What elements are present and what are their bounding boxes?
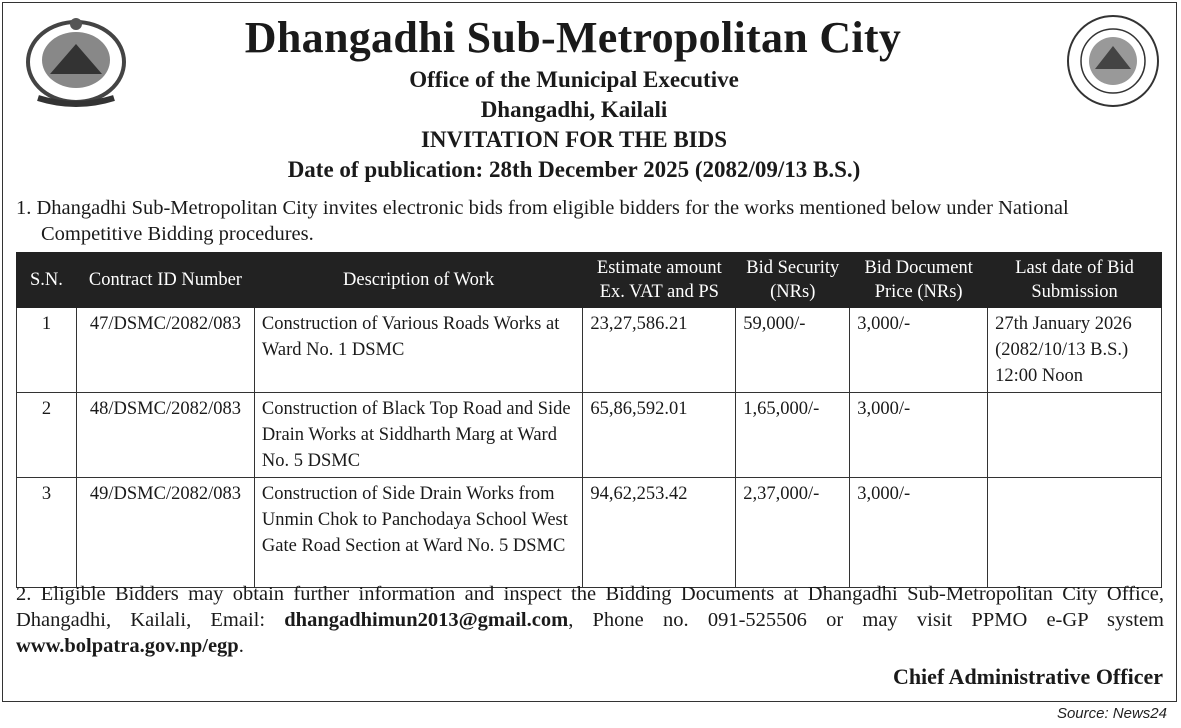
para-text: Dhangadhi Sub-Metropolitan City invites electronic bids from eligible bidders for the works mentioned below under National (36, 197, 1069, 219)
office-name: Office of the Municipal Executive (409, 67, 739, 92)
cell-price: 3,000/- (850, 393, 988, 478)
cell-contract-id: 48/DSMC/2082/083 (76, 393, 254, 478)
signature-title: Chief Administrative Officer (892, 664, 1163, 689)
cell-last-date (988, 478, 1162, 588)
cell-last-date: 27th January 2026 (2082/10/13 B.S.) 12:00 Noon (988, 308, 1162, 393)
table-row (17, 308, 1162, 393)
bids-table (16, 252, 1162, 588)
cell-sn: 2 (17, 393, 77, 478)
col-header: Description of Work (254, 253, 582, 308)
cell-description: Construction of Various Roads Works at Ward No. 1 DSMC (254, 308, 582, 393)
col-header: Contract ID Number (76, 253, 254, 308)
cell-contract-id: 49/DSMC/2082/083 (76, 478, 254, 588)
table-row (17, 393, 1162, 478)
para-text: , Phone no. 091-525506 or may visit PPMO e-GP system (568, 609, 1164, 631)
col-header: Last date of Bid Submission (988, 253, 1162, 308)
paragraph-2 (16, 581, 1164, 659)
cell-security: 2,37,000/- (736, 478, 850, 588)
cell-sn: 1 (17, 308, 77, 393)
notice-heading: INVITATION FOR THE BIDS (420, 127, 728, 152)
paragraph-1 (16, 195, 1164, 247)
table-header-row (17, 253, 1162, 308)
website-link[interactable]: www.bolpatra.gov.np/egp (16, 635, 239, 657)
col-header: Bid Document Price (NRs) (850, 253, 988, 308)
cell-estimate: 23,27,586.21 (583, 308, 736, 393)
para-text: Competitive Bidding procedures. (41, 223, 314, 245)
cell-sn: 3 (17, 478, 77, 588)
col-header: Bid Security (NRs) (736, 253, 850, 308)
publication-date: Date of publication: 28th December 2025 (2082/09/13 B.S.) (287, 157, 861, 182)
cell-estimate: 65,86,592.01 (583, 393, 736, 478)
office-location: Dhangadhi, Kailali (480, 97, 668, 122)
cell-estimate: 94,62,253.42 (583, 478, 736, 588)
cell-price: 3,000/- (850, 478, 988, 588)
cell-description: Construction of Black Top Road and Side Drain Works at Siddharth Marg at Ward No. 5 DSMC (254, 393, 582, 478)
col-header: Estimate amount Ex. VAT and PS (583, 253, 736, 308)
cell-description: Construction of Side Drain Works from Unmin Chok to Panchodaya School West Gate Road Section at Ward No. 5 DSMC (254, 478, 582, 588)
para-text: . (238, 635, 244, 657)
source-credit: Source: News24 (1056, 705, 1167, 722)
cell-contract-id: 47/DSMC/2082/083 (76, 308, 254, 393)
col-header: S.N. (17, 253, 77, 308)
para-text: 2. Eligible Bidders may obtain further information and inspect the Bidding Documents at Dhangadhi Sub-Metropolitan City Office, Dhangadhi, Kailali, Email: (16, 583, 1164, 631)
cell-security: 1,65,000/- (736, 393, 850, 478)
cell-price: 3,000/- (850, 308, 988, 393)
para-number: 1. (16, 197, 32, 219)
cell-last-date (988, 393, 1162, 478)
cell-security: 59,000/- (736, 308, 850, 393)
table-row (17, 478, 1162, 588)
email-link[interactable]: dhangadhimun2013@gmail.com (284, 609, 569, 631)
page-title: Dhangadhi Sub-Metropolitan City (244, 13, 902, 62)
